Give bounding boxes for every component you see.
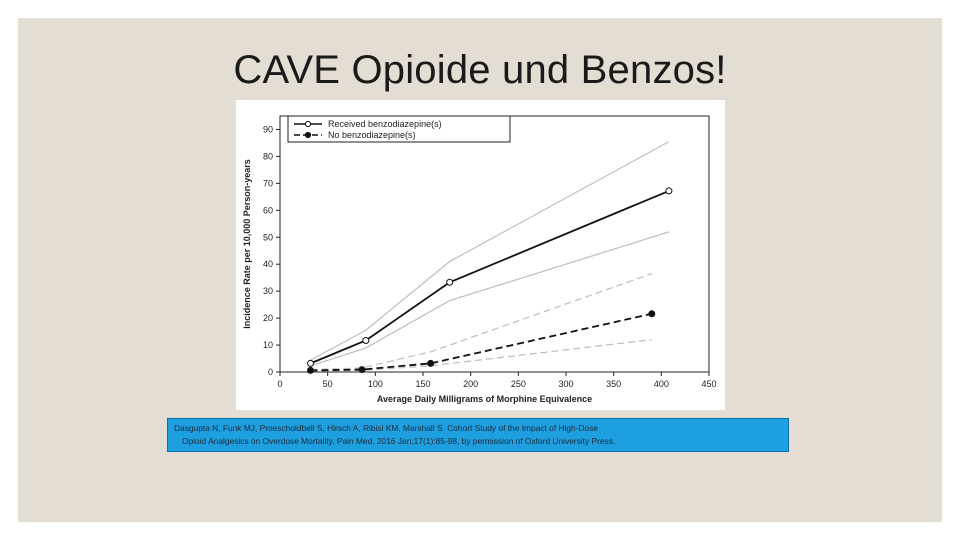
series-2-point <box>359 367 365 373</box>
series-1-point <box>363 337 369 343</box>
x-tick-label: 0 <box>277 379 283 389</box>
series-2-point <box>428 360 434 366</box>
series-1-point <box>447 279 453 285</box>
y-tick-label: 90 <box>262 124 273 135</box>
x-tick-label: 100 <box>367 379 383 389</box>
series-1-point <box>666 188 672 194</box>
legend-swatch-marker <box>305 132 310 137</box>
x-tick-label: 250 <box>510 379 526 389</box>
series-2-point <box>308 367 314 373</box>
y-tick-label: 30 <box>262 286 273 297</box>
y-tick-label: 0 <box>267 367 273 377</box>
x-tick-label: 450 <box>701 379 717 389</box>
y-tick-label: 40 <box>262 259 273 270</box>
legend-label: Received benzodiazepine(s) <box>328 119 442 129</box>
x-tick-label: 300 <box>558 379 574 389</box>
y-tick-label: 70 <box>262 178 273 189</box>
x-tick-label: 50 <box>322 379 333 389</box>
x-tick-label: 200 <box>463 379 479 389</box>
series-1-ci-upper <box>311 142 669 361</box>
series-1-ci-lower <box>311 232 669 366</box>
x-tick-label: 400 <box>653 379 669 389</box>
series-1-point <box>308 360 314 366</box>
x-axis-label: Average Daily Milligrams of Morphine Equivalence <box>376 394 593 404</box>
series-2-ci-upper <box>311 274 652 370</box>
y-tick-label: 50 <box>262 232 273 243</box>
x-tick-label: 350 <box>606 379 622 389</box>
y-tick-label: 60 <box>262 205 273 216</box>
series-2-point <box>649 311 655 317</box>
y-tick-label: 10 <box>262 340 273 351</box>
incidence-rate-chart <box>236 100 725 410</box>
chart-figure <box>236 100 725 410</box>
citation-line-2: Opioid Analgesics on Overdose Mortality. Pain Med. 2016 Jan;17(1):85-98, by permission of Oxford University Press. <box>182 436 616 446</box>
x-tick-label: 150 <box>415 379 431 389</box>
y-tick-label: 20 <box>262 313 273 324</box>
y-tick-label: 80 <box>262 151 273 162</box>
y-axis-label: Incidence Rate per 10,000 Person-years <box>242 159 252 329</box>
legend-label: No benzodiazepine(s) <box>328 130 416 140</box>
citation-line-1: Dasgupta N, Funk MJ, Proescholdbell S, Hirsch A, Ribisl KM, Marshall S. Cohort Study of the Impact of High-Dose <box>174 423 599 433</box>
citation-box <box>167 418 789 452</box>
legend-swatch-marker <box>305 121 310 126</box>
slide-title: CAVE Opioide und Benzos! <box>233 48 727 92</box>
